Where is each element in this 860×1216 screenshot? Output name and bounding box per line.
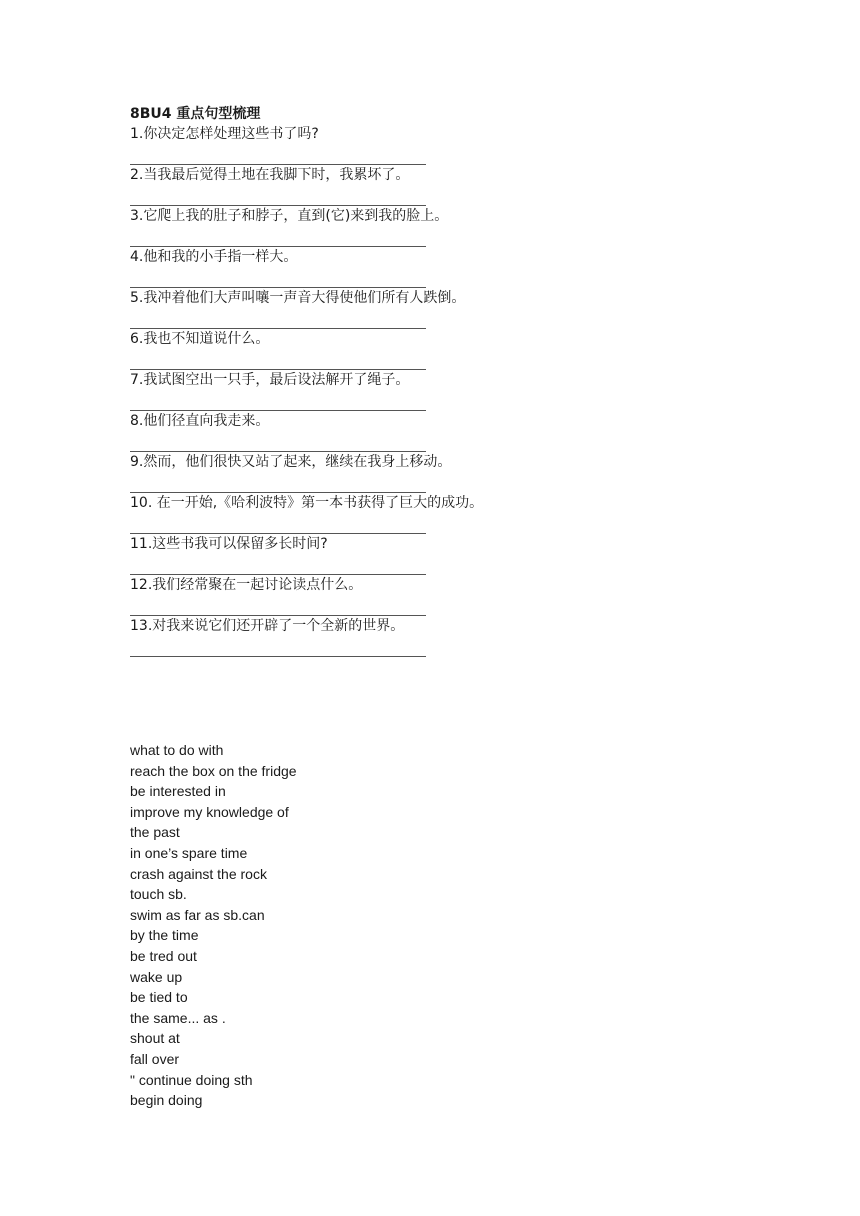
phrase-item: the same... as . — [130, 1009, 226, 1026]
question-text: 1.你决定怎样处理这些书了吗? — [130, 126, 319, 142]
phrase-item: reach the box on the fridge — [130, 762, 297, 779]
phrase-item: swim as far as sb.can — [130, 906, 265, 923]
phrase-item: fall over — [130, 1050, 180, 1067]
phrase-item: wake up — [130, 968, 183, 985]
worksheet-title: 8BU4 重点句型梳理 — [130, 106, 261, 122]
question-block-4 — [130, 247, 750, 288]
answer-line[interactable] — [130, 514, 426, 534]
answer-line[interactable] — [130, 391, 426, 411]
answer-line[interactable] — [130, 350, 426, 370]
answer-line[interactable] — [130, 268, 426, 288]
phrase-list — [130, 740, 530, 1111]
question-text: 3.它爬上我的肚子和脖子，直到(它)来到我的脸上。 — [130, 208, 449, 224]
question-text: 13.对我来说它们还开辟了一个全新的世界。 — [130, 618, 405, 634]
question-text: 12.我们经常聚在一起讨论读点什么。 — [130, 577, 363, 593]
question-text: 2.当我最后觉得土地在我脚下时，我累坏了。 — [130, 167, 410, 183]
phrase-item: in one’s spare time — [130, 844, 248, 861]
phrase-item: be tred out — [130, 947, 197, 964]
phrase-item: crash against the rock — [130, 865, 267, 882]
worksheet — [130, 104, 750, 657]
answer-line[interactable] — [130, 473, 426, 493]
question-block-7 — [130, 370, 750, 411]
answer-line[interactable] — [130, 637, 426, 657]
question-block-3 — [130, 206, 750, 247]
phrase-item: begin doing — [130, 1092, 203, 1109]
question-text: 9.然而，他们很快又站了起来，继续在我身上移动。 — [130, 454, 452, 470]
question-text: 5.我冲着他们大声叫嚷一声音大得使他们所有人跌倒。 — [130, 290, 466, 306]
phrase-item: by the time — [130, 927, 199, 944]
question-text: 6.我也不知道说什么。 — [130, 331, 270, 347]
question-block-12 — [130, 575, 750, 616]
question-block-5 — [130, 288, 750, 329]
question-block-9 — [130, 452, 750, 493]
question-block-13 — [130, 616, 750, 657]
question-text: 8.他们径直向我走来。 — [130, 413, 270, 429]
question-block-10 — [130, 493, 750, 534]
phrase-item: shout at — [130, 1030, 180, 1047]
answer-line[interactable] — [130, 227, 426, 247]
question-block-6 — [130, 329, 750, 370]
phrase-item: what to do with — [130, 742, 224, 758]
phrase-item: be interested in — [130, 783, 226, 800]
phrase-item: be tied to — [130, 989, 188, 1006]
question-text: 4.他和我的小手指一样大。 — [130, 249, 298, 265]
answer-line[interactable] — [130, 309, 426, 329]
phrase-item: improve my knowledge of — [130, 803, 289, 820]
question-block-8 — [130, 411, 750, 452]
answer-line[interactable] — [130, 596, 426, 616]
phrase-item: " continue doing sth — [130, 1071, 253, 1088]
answer-line[interactable] — [130, 432, 426, 452]
answer-line[interactable] — [130, 145, 426, 165]
question-text: 10. 在一开始,《哈利波特》第一本书获得了巨大的成功。 — [130, 495, 484, 511]
answer-line[interactable] — [130, 186, 426, 206]
phrase-item: touch sb. — [130, 886, 187, 903]
question-text: 11.这些书我可以保留多长时间? — [130, 536, 328, 552]
question-block-2 — [130, 165, 750, 206]
question-block-1 — [130, 124, 750, 165]
phrase-item: the past — [130, 824, 180, 841]
question-text: 7.我试图空出一只手，最后设法解开了绳子。 — [130, 372, 410, 388]
answer-line[interactable] — [130, 555, 426, 575]
question-block-11 — [130, 534, 750, 575]
